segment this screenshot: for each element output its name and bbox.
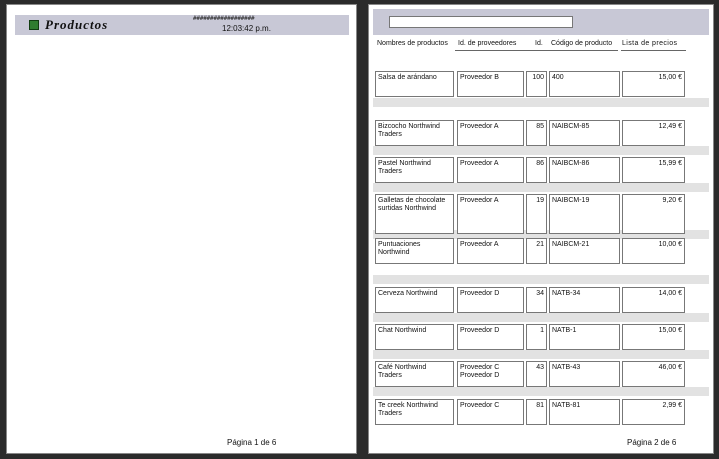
row-separator bbox=[373, 387, 709, 396]
header-underline bbox=[621, 50, 686, 51]
product-name-cell: Galletas de chocolate surtidas Northwind bbox=[375, 194, 454, 234]
row-separator bbox=[373, 146, 709, 155]
product-id-cell: 43 bbox=[526, 361, 547, 387]
date-overflow-field: ################## bbox=[193, 15, 255, 22]
product-code-cell: NATB-1 bbox=[549, 324, 620, 350]
product-code-cell: NAIBCM-21 bbox=[549, 238, 620, 264]
row-separator bbox=[373, 98, 709, 107]
report-header-band bbox=[373, 9, 709, 35]
product-code-cell: NAIBCM-19 bbox=[549, 194, 620, 234]
column-header-name: Nombres de productos bbox=[377, 40, 448, 47]
supplier-id-cell: Proveedor A bbox=[457, 157, 524, 183]
product-id-cell: 100 bbox=[526, 71, 547, 97]
product-name-cell: Pastel Northwind Traders bbox=[375, 157, 454, 183]
product-code-cell: NATB-81 bbox=[549, 399, 620, 425]
supplier-id-cell: Proveedor B bbox=[457, 71, 524, 97]
report-page-2 bbox=[368, 4, 714, 454]
product-id-cell: 21 bbox=[526, 238, 547, 264]
product-id-cell: 34 bbox=[526, 287, 547, 313]
list-price-cell: 10,00 € bbox=[622, 238, 685, 264]
product-id-cell: 85 bbox=[526, 120, 547, 146]
product-name-cell: Chat Northwind bbox=[375, 324, 454, 350]
empty-title-field bbox=[389, 16, 573, 28]
time-field: 12:03:42 p.m. bbox=[222, 24, 271, 33]
product-name-cell: Cerveza Northwind bbox=[375, 287, 454, 313]
row-separator bbox=[373, 350, 709, 359]
supplier-id-cell: Proveedor A bbox=[457, 238, 524, 264]
product-name-cell: Salsa de arándano bbox=[375, 71, 454, 97]
column-header-code: Código de producto bbox=[551, 40, 613, 47]
header-underline bbox=[455, 50, 548, 51]
supplier-id-cell: Proveedor C Proveedor D bbox=[457, 361, 524, 387]
list-price-cell: 12,49 € bbox=[622, 120, 685, 146]
product-name-cell: Puntuaciones Northwind bbox=[375, 238, 454, 264]
supplier-id-cell: Proveedor D bbox=[457, 287, 524, 313]
product-id-cell: 19 bbox=[526, 194, 547, 234]
report-page-1 bbox=[6, 4, 357, 454]
page-number: Página 2 de 6 bbox=[627, 438, 677, 447]
column-header-supplier: Id. de proveedores bbox=[458, 40, 517, 47]
product-name-cell: Te creek Northwind Traders bbox=[375, 399, 454, 425]
column-header-id: Id. bbox=[535, 40, 543, 47]
product-code-cell: NATB-43 bbox=[549, 361, 620, 387]
list-price-cell: 2,99 € bbox=[622, 399, 685, 425]
list-price-cell: 9,20 € bbox=[622, 194, 685, 234]
product-id-cell: 81 bbox=[526, 399, 547, 425]
product-id-cell: 1 bbox=[526, 324, 547, 350]
list-price-cell: 14,00 € bbox=[622, 287, 685, 313]
page-number: Página 1 de 6 bbox=[227, 438, 277, 447]
row-separator bbox=[373, 275, 709, 284]
column-header-price: Lista de precios bbox=[622, 40, 678, 47]
supplier-id-cell: Proveedor C bbox=[457, 399, 524, 425]
supplier-id-cell: Proveedor A bbox=[457, 120, 524, 146]
product-id-cell: 86 bbox=[526, 157, 547, 183]
list-price-cell: 46,00 € bbox=[622, 361, 685, 387]
report-title: Productos bbox=[45, 17, 109, 32]
list-price-cell: 15,99 € bbox=[622, 157, 685, 183]
product-name-cell: Café Northwind Traders bbox=[375, 361, 454, 387]
supplier-id-cell: Proveedor D bbox=[457, 324, 524, 350]
product-code-cell: 400 bbox=[549, 71, 620, 97]
report-header-band bbox=[15, 15, 349, 35]
header-underline bbox=[548, 50, 618, 51]
row-separator bbox=[373, 183, 709, 192]
product-code-cell: NAIBCM-86 bbox=[549, 157, 620, 183]
row-separator bbox=[373, 313, 709, 322]
product-code-cell: NAIBCM-85 bbox=[549, 120, 620, 146]
product-name-cell: Bizcocho Northwind Traders bbox=[375, 120, 454, 146]
list-price-cell: 15,00 € bbox=[622, 324, 685, 350]
list-price-cell: 15,00 € bbox=[622, 71, 685, 97]
supplier-id-cell: Proveedor A bbox=[457, 194, 524, 234]
report-logo-icon bbox=[29, 20, 39, 30]
product-code-cell: NATB-34 bbox=[549, 287, 620, 313]
